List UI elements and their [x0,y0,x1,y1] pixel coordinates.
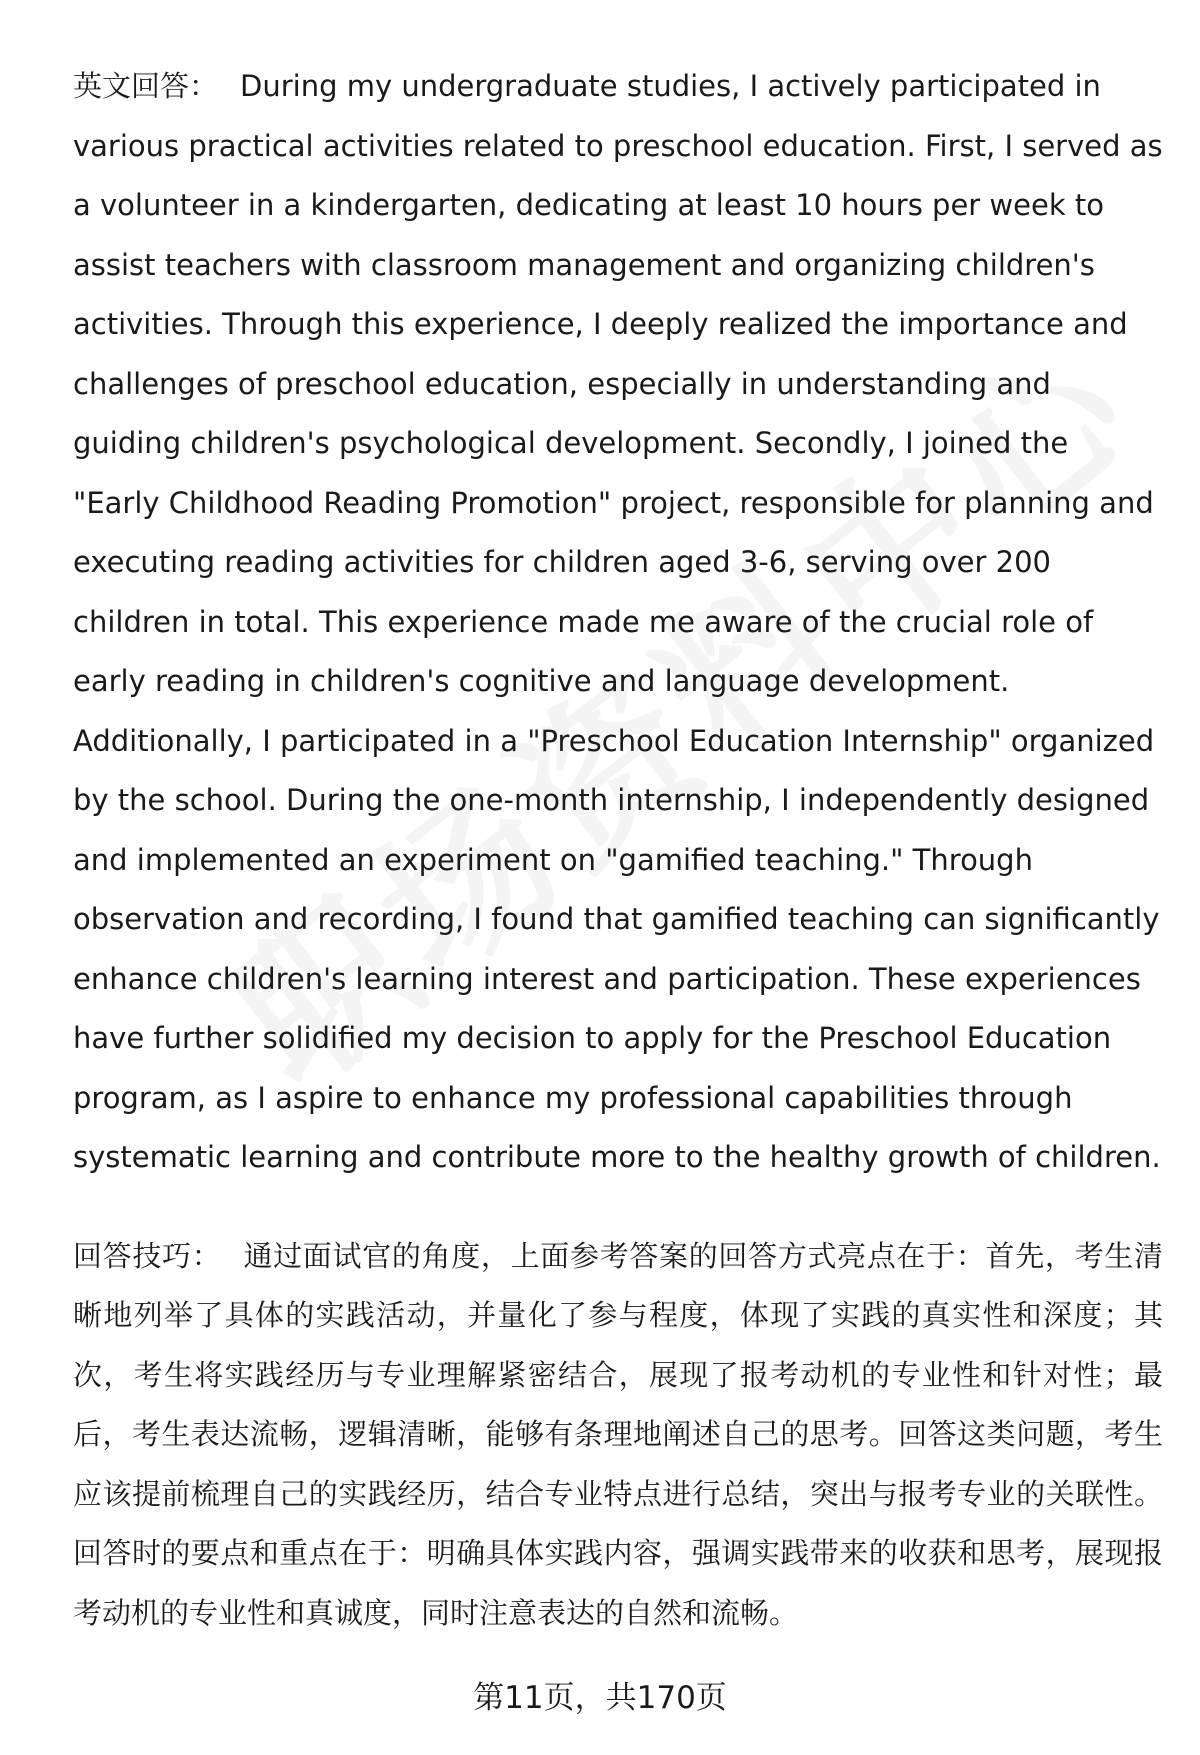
tips-text: 通过面试官的角度，上面参考答案的回答方式亮点在于：首先，考生清晰地列举了具体的实践活动，并量化了参与程度，体现了实践的真实性和深度；其次，考生将实践经历与专业理解紧密结合，展现了报考动机的专业性和针对性；最后，考生表达流畅，逻辑清晰，能够有条理地阐述自己的思考。回答这类问题，考生应该提前梳理自己的实践经历，结合专业特点进行总结，突出与报考专业的关联性。回答时的要点和重点在于：明确具体实践内容，强调实践带来的收获和思考，展现报考动机的专业性和真诚度，同时注意表达的自然和流畅。 [73,1238,1163,1630]
english-answer-paragraph [73,57,1163,1188]
tips-label: 回答技巧： [73,1238,222,1273]
english-answer-text: During my undergraduate studies, I actively participated in various practical activities related to preschool education. First, I served as a volunteer in a kindergarten, dedicating at least 10 hours per week to assist teachers with classroom management and organizing children's activities. Through this experience, I deeply realized the importance and challenges of preschool education, especially in understanding and guiding children's psychological development. Secondly, I joined the "Early Childhood Reading Promotion" project, responsible for planning and executing reading activities for children aged 3-6, serving over 200 children in total. This experience made me aware of the crucial role of early reading in children's cognitive and language development. Additionally, I participated in a "Preschool Education Internship" organized by the school. During the one-month internship, I independently designed and implemented an experiment on "gamified teaching." Through observation and recording, I found that gamified teaching can significantly enhance children's learning interest and participation. These experiences have further solidified my decision to apply for the Preschool Education program, as I aspire to enhance my professional capabilities through systematic learning and contribute more to the healthy growth of children. [73,69,1163,1174]
english-answer-label: 英文回答： [73,69,219,103]
document-body [73,57,1163,1643]
page-number: 第11页，共170页 [473,1680,727,1716]
tips-paragraph [73,1227,1163,1644]
